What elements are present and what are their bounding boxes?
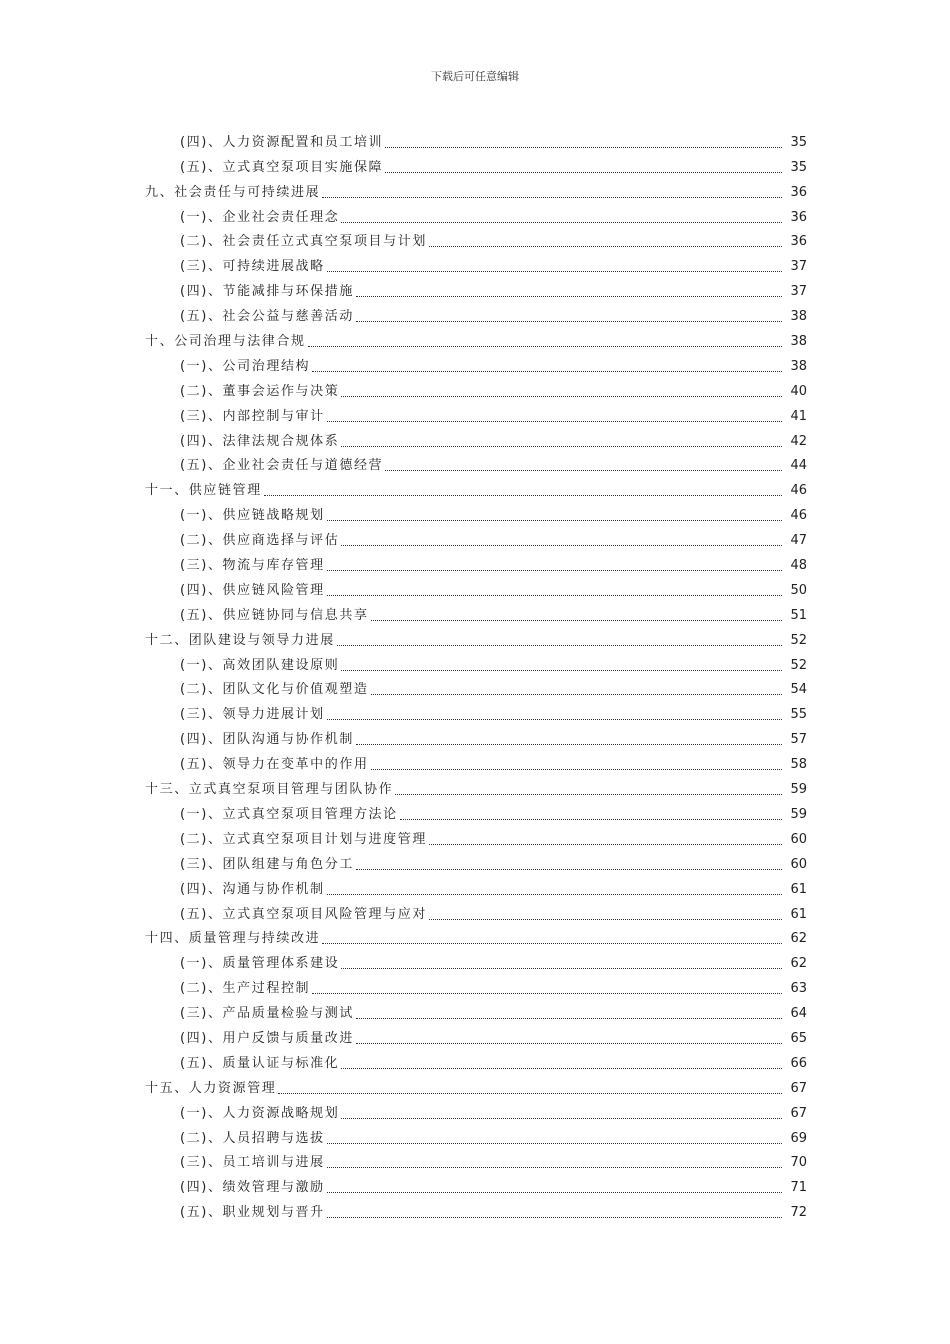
toc-section-entry[interactable] [0,947,950,972]
toc-entry-title: (三)、产品质量检验与测试 [180,1006,354,1022]
toc-dot-leader [371,619,782,621]
toc-dot-leader [312,992,782,994]
toc-section-entry[interactable] [0,549,950,574]
toc-section-entry[interactable] [0,151,950,176]
toc-entry-title: (四)、团队沟通与协作机制 [180,732,354,748]
toc-dot-leader [312,370,782,372]
toc-section-entry[interactable] [0,524,950,549]
toc-page-number: 61 [790,881,807,897]
toc-dot-leader [327,1216,782,1218]
toc-dot-leader [327,1191,782,1193]
toc-section-entry[interactable] [0,674,950,699]
toc-dot-leader [327,1166,782,1168]
toc-entry-title: (五)、质量认证与标准化 [180,1055,340,1071]
toc-page-number: 37 [790,284,807,300]
toc-entry-title: (一)、立式真空泵项目管理方法论 [180,806,398,822]
toc-dot-leader [322,196,782,198]
toc-dot-leader [327,519,782,521]
toc-entry-title: (五)、领导力在变革中的作用 [180,757,369,773]
toc-dot-leader [341,669,782,671]
page-header: 下载后可任意编辑 [431,70,519,83]
toc-page-number: 60 [790,856,807,872]
toc-page-number: 44 [790,458,807,474]
toc-entry-title: (四)、法律法规合规体系 [180,433,340,449]
toc-page-number: 67 [790,1080,807,1096]
toc-dot-leader [356,295,782,297]
toc-section-entry[interactable] [0,300,950,325]
toc-page-number: 37 [790,259,807,275]
toc-entry-title: (四)、供应链风险管理 [180,582,325,598]
toc-entry-title: (二)、团队文化与价值观塑造 [180,682,369,698]
toc-page-number: 46 [790,483,807,499]
toc-entry-title: (三)、团队组建与角色分工 [180,856,354,872]
toc-page-number: 52 [790,632,807,648]
toc-page-number: 59 [790,806,807,822]
toc-section-entry[interactable] [0,574,950,599]
toc-dot-leader [341,445,782,447]
toc-section-entry[interactable] [0,1147,950,1172]
toc-dot-leader [356,868,782,870]
toc-dot-leader [327,270,782,272]
toc-dot-leader [356,1017,782,1019]
toc-dot-leader [327,1142,782,1144]
toc-entry-title: (二)、社会责任立式真空泵项目与计划 [180,234,427,250]
toc-entry-title: (四)、节能减排与环保措施 [180,284,354,300]
toc-entry-title: (四)、沟通与协作机制 [180,881,325,897]
toc-dot-leader [341,1067,782,1069]
toc-chapter-entry[interactable] [0,176,950,201]
toc-entry-title: 十五、人力资源管理 [145,1080,277,1096]
toc-section-entry[interactable] [0,997,950,1022]
toc-dot-leader [395,793,782,795]
toc-entry-title: (二)、供应商选择与评估 [180,533,340,549]
toc-entry-title: (二)、生产过程控制 [180,981,311,997]
toc-page-number: 36 [790,234,807,250]
toc-section-entry[interactable] [0,873,950,898]
toc-page-number: 63 [790,981,807,997]
toc-section-entry[interactable] [0,1097,950,1122]
toc-page-number: 35 [790,134,807,150]
toc-page-number: 38 [790,358,807,374]
toc-section-entry[interactable] [0,1022,950,1047]
toc-section-entry[interactable] [0,1196,950,1221]
toc-entry-title: (二)、人员招聘与选拔 [180,1130,325,1146]
toc-dot-leader [327,420,782,422]
toc-page-number: 65 [790,1030,807,1046]
toc-dot-leader [308,345,782,347]
toc-dot-leader [264,494,782,496]
toc-section-entry[interactable] [0,723,950,748]
toc-section-entry[interactable] [0,972,950,997]
toc-dot-leader [356,1042,782,1044]
toc-chapter-entry[interactable] [0,923,950,948]
toc-entry-title: (一)、供应链战略规划 [180,508,325,524]
toc-dot-leader [341,1117,782,1119]
toc-dot-leader [327,569,782,571]
toc-entry-title: 十四、质量管理与持续改进 [145,931,321,947]
toc-page-number: 35 [790,159,807,175]
toc-dot-leader [327,594,782,596]
toc-entry-title: (五)、社会公益与慈善活动 [180,309,354,325]
toc-chapter-entry[interactable] [0,325,950,350]
toc-section-entry[interactable] [0,1171,950,1196]
toc-entry-title: (一)、人力资源战略规划 [180,1105,340,1121]
toc-dot-leader [371,768,782,770]
toc-dot-leader [327,718,782,720]
toc-entry-title: (三)、物流与库存管理 [180,558,325,574]
toc-chapter-entry[interactable] [0,474,950,499]
toc-entry-title: (二)、立式真空泵项目计划与进度管理 [180,831,427,847]
toc-section-entry[interactable] [0,425,950,450]
toc-section-entry[interactable] [0,400,950,425]
toc-section-entry[interactable] [0,599,950,624]
toc-entry-title: (一)、质量管理体系建设 [180,956,340,972]
toc-page-number: 72 [790,1205,807,1221]
toc-dot-leader [278,1092,782,1094]
toc-page-number: 42 [790,433,807,449]
toc-section-entry[interactable] [0,226,950,251]
toc-dot-leader [356,743,782,745]
toc-entry-title: 十一、供应链管理 [145,483,262,499]
toc-page-number: 58 [790,757,807,773]
toc-section-entry[interactable] [0,275,950,300]
toc-page-number: 36 [790,184,807,200]
toc-section-entry[interactable] [0,898,950,923]
toc-page-number: 71 [790,1180,807,1196]
toc-entry-title: 十、公司治理与法律合规 [145,334,306,350]
toc-page-number: 36 [790,209,807,225]
toc-entry-title: 十三、立式真空泵项目管理与团队协作 [145,782,394,798]
toc-section-entry[interactable] [0,698,950,723]
toc-section-entry[interactable] [0,848,950,873]
toc-dot-leader [341,967,782,969]
toc-dot-leader [341,221,782,223]
toc-page-number: 50 [790,582,807,598]
toc-section-entry[interactable] [0,499,950,524]
toc-page-number: 38 [790,309,807,325]
toc-section-entry[interactable] [0,748,950,773]
toc-page-number: 52 [790,657,807,673]
toc-section-entry[interactable] [0,250,950,275]
toc-entry-title: (三)、内部控制与审计 [180,408,325,424]
toc-entry-title: (三)、可持续进展战略 [180,259,325,275]
toc-entry-title: (三)、领导力进展计划 [180,707,325,723]
toc-entry-title: (四)、人力资源配置和员工培训 [180,134,384,150]
toc-page-number: 62 [790,931,807,947]
toc-page-number: 51 [790,607,807,623]
toc-page-number: 61 [790,906,807,922]
toc-entry-title: (四)、绩效管理与激励 [180,1180,325,1196]
toc-entry-title: (五)、立式真空泵项目风险管理与应对 [180,906,427,922]
toc-section-entry[interactable] [0,350,950,375]
toc-dot-leader [356,320,782,322]
toc-page-number: 69 [790,1130,807,1146]
toc-page-number: 47 [790,533,807,549]
toc-dot-leader [371,693,782,695]
toc-page-number: 67 [790,1105,807,1121]
toc-section-entry[interactable] [0,201,950,226]
toc-section-entry[interactable] [0,375,950,400]
toc-section-entry[interactable] [0,649,950,674]
toc-dot-leader [322,942,782,944]
toc-chapter-entry[interactable] [0,1072,950,1097]
toc-dot-leader [400,818,782,820]
toc-entry-title: (四)、用户反馈与质量改进 [180,1030,354,1046]
toc-dot-leader [327,893,782,895]
toc-page-number: 54 [790,682,807,698]
toc-page-number: 46 [790,508,807,524]
toc-section-entry[interactable] [0,450,950,475]
toc-page-number: 66 [790,1055,807,1071]
toc-section-entry[interactable] [0,823,950,848]
toc-section-entry[interactable] [0,1122,950,1147]
toc-entry-title: (二)、董事会运作与决策 [180,383,340,399]
toc-page-number: 38 [790,334,807,350]
toc-page-number: 70 [790,1155,807,1171]
toc-dot-leader [341,395,782,397]
toc-page-number: 48 [790,558,807,574]
toc-entry-title: (五)、供应链协同与信息共享 [180,607,369,623]
toc-entry-title: (一)、高效团队建设原则 [180,657,340,673]
toc-dot-leader [385,469,782,471]
toc-page-number: 41 [790,408,807,424]
toc-page-number: 64 [790,1006,807,1022]
toc-entry-title: (五)、职业规划与晋升 [180,1205,325,1221]
toc-page-number: 59 [790,782,807,798]
toc-dot-leader [429,843,782,845]
toc-dot-leader [341,544,782,546]
toc-entry-title: (一)、企业社会责任理念 [180,209,340,225]
toc-dot-leader [385,146,782,148]
toc-chapter-entry[interactable] [0,773,950,798]
toc-dot-leader [429,918,782,920]
toc-page-number: 57 [790,732,807,748]
toc-entry-title: 十二、团队建设与领导力进展 [145,632,335,648]
toc-section-entry[interactable] [0,798,950,823]
toc-page-number: 40 [790,383,807,399]
toc-dot-leader [337,644,782,646]
toc-page-number: 62 [790,956,807,972]
toc-dot-leader [429,245,782,247]
toc-page-number: 60 [790,831,807,847]
toc-section-entry[interactable] [0,126,950,151]
toc-page-number: 55 [790,707,807,723]
table-of-contents [0,126,950,1221]
toc-dot-leader [385,171,782,173]
toc-entry-title: 九、社会责任与可持续进展 [145,184,321,200]
toc-section-entry[interactable] [0,1047,950,1072]
toc-entry-title: (五)、立式真空泵项目实施保障 [180,159,384,175]
toc-entry-title: (三)、员工培训与进展 [180,1155,325,1171]
toc-chapter-entry[interactable] [0,624,950,649]
toc-entry-title: (一)、公司治理结构 [180,358,311,374]
toc-entry-title: (五)、企业社会责任与道德经营 [180,458,384,474]
